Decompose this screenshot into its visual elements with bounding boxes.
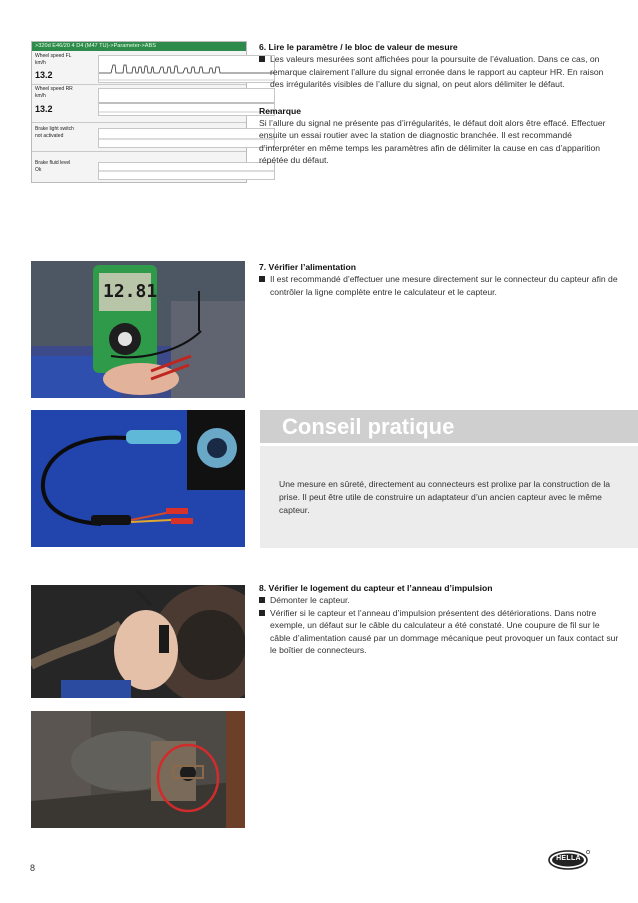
wheel-speed-fl-signal-track	[98, 55, 275, 83]
diagnostic-screen-figure	[31, 41, 247, 183]
brake-fluid-track	[98, 162, 275, 180]
section-8-heading: 8. Vérifier le logement du capteur et l’anneau d’impulsion	[259, 583, 493, 593]
diag-row-2-unit: km/h	[35, 93, 46, 99]
diag-row-4-label: Brake fluid level	[35, 160, 71, 166]
diag-separator	[32, 122, 246, 123]
diag-row-2-label: Wheel speed RR	[35, 86, 73, 92]
section-6-bullet: Les valeurs mesurées sont affichées pour la poursuite de l’évaluation. Dans ce cas, on remarque clairement l’allure du signal erronée dans le rapport au capteur HR. En raison des irrégularités visibles de l’allure du signal, on peut alors délimiter le défaut.	[259, 53, 619, 90]
section-8-bullet-2: Vérifier si le capteur et l’anneau d’impulsion présentent des détériorations. Dans notre exemple, un défaut sur le câble du calculateur a été constaté. Une coupure de fil sur le câble d’alimentation causé par un dommage mécanique peut provoquer un faux contact sur le boîtier de connecteurs.	[259, 607, 619, 657]
section-6	[259, 41, 619, 167]
section-8	[259, 582, 619, 656]
sensor-cable-illustration	[31, 410, 245, 547]
section-8-bullet-1: Démonter le capteur.	[259, 594, 619, 606]
diag-row-3-unit: not activated	[35, 133, 64, 139]
brake-light-graph	[99, 129, 274, 147]
diag-row-1-value: 13.2	[35, 70, 53, 80]
sensor-removal-photo	[31, 585, 245, 698]
brake-fluid-graph	[99, 163, 274, 179]
diag-row-3-label: Brake light switch	[35, 126, 74, 132]
diagnostic-title-bar: >320d E46/20 4 D4 (M47 TU)->Parameter->ABS	[32, 42, 246, 51]
section-7	[259, 261, 619, 298]
conseil-pratique-text: Une mesure en sûreté, directement au connecteurs est prolixe par la construction de la prise. Il peut être utile de construire un adaptateur d’un ancien capteur avec le même capteur.	[279, 479, 611, 515]
diag-row-2-value: 13.2	[35, 104, 53, 114]
conseil-pratique-title: Conseil pratique	[282, 414, 455, 439]
remark-title: Remarque	[259, 105, 302, 116]
section-7-bullet: Il est recommandé d’effectuer une mesure directement sur le connecteur du capteur afin de contrôler la ligne complète entre le calculateur et le capteur.	[259, 273, 619, 298]
remark-text: Si l’allure du signal ne présente pas d’irrégularités, le défaut doit alors être effacé. Effectuer ensuite un essai routier avec la station de diagnostic branchée. Il est recommandé d’interpréter en même temps les paramètres afin de délimiter la cause en cas d’apparition répétée du défaut.	[259, 118, 606, 166]
wheel-hub-illustration	[31, 711, 245, 828]
diag-separator	[32, 84, 246, 85]
diag-row-1-unit: km/h	[35, 60, 46, 66]
multimeter-photo	[31, 261, 245, 398]
multimeter-reading: 12.81	[103, 281, 158, 302]
section-6-heading: 6. Lire le paramètre / le bloc de valeur de mesure	[259, 42, 458, 52]
wheel-speed-rr-signal-graph	[99, 89, 274, 115]
sensor-removal-illustration	[31, 585, 245, 698]
diag-row-1-label: Wheel speed FL	[35, 53, 72, 59]
wheel-hub-photo	[31, 711, 245, 828]
sensor-cable-photo	[31, 410, 245, 547]
section-7-heading: 7. Vérifier l’alimentation	[259, 262, 356, 272]
brake-light-track	[98, 128, 275, 148]
diag-row-4-unit: Ok	[35, 167, 42, 173]
hella-logo	[547, 849, 591, 871]
wheel-speed-rr-signal-track	[98, 88, 275, 116]
hella-logo-text: HELLA	[556, 855, 581, 862]
page-number: 8	[30, 863, 36, 873]
wheel-speed-fl-signal-graph	[99, 56, 274, 82]
diag-separator	[32, 151, 246, 152]
